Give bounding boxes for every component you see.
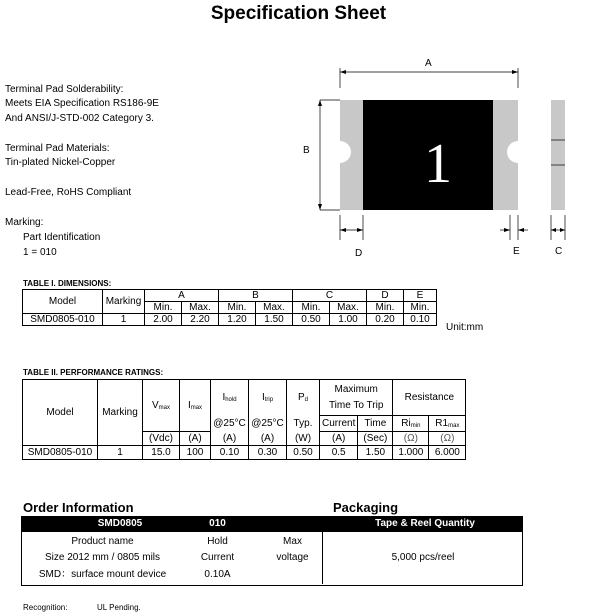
cell-itrip: 0.30 — [249, 446, 287, 460]
marking-title: Marking: — [5, 217, 44, 228]
header-model: Model — [23, 380, 98, 446]
order-r1c3: Max — [283, 536, 302, 547]
order-head-pack: Tape & Reel Quantity — [375, 518, 475, 529]
solderability-title: Terminal Pad Solderability: — [5, 84, 124, 95]
table2-title: TABLE II. PERFORMANCE RATINGS: — [23, 368, 164, 377]
cell-d-min: 0.20 — [367, 314, 404, 326]
unit-a: (A) — [320, 432, 358, 446]
cell-vmax: 15.0 — [143, 446, 180, 460]
cell-current: 0.5 — [320, 446, 358, 460]
header-marking: Marking — [103, 290, 145, 314]
cell-c-max: 1.00 — [330, 314, 367, 326]
recognition-label: Recognition: — [23, 603, 68, 612]
header-ihold: $I_{hold}$ — [211, 380, 249, 416]
table-row — [23, 446, 466, 460]
performance-table — [22, 379, 466, 460]
order-head-code: SMD0805 — [97, 518, 143, 529]
header-resistance: Resistance — [393, 380, 466, 416]
side-view — [551, 100, 565, 210]
table1-title: TABLE I. DIMENSIONS: — [23, 279, 112, 288]
header-min: Min. — [145, 302, 182, 314]
cell-pd: 0.50 — [287, 446, 320, 460]
cell-model: SMD0805-010 — [23, 314, 103, 326]
unit-ohm: (Ω) — [429, 432, 466, 446]
header-b: B — [219, 290, 293, 302]
cell-r1max: 6.000 — [429, 446, 466, 460]
unit-a: (A) — [180, 432, 211, 446]
page-title: Specification Sheet — [210, 3, 387, 24]
leadfree-note: Lead-Free, RoHS Compliant — [5, 187, 132, 198]
header-itrip: $I_{trip}$ — [249, 380, 287, 416]
recognition-value: UL Pending. — [97, 603, 141, 612]
label-b: B — [303, 145, 310, 156]
header-time: Time — [358, 416, 393, 432]
marking-line1: Part Identification — [23, 232, 101, 243]
materials-title: Terminal Pad Materials: — [5, 143, 110, 154]
order-r2c2: Current — [200, 552, 235, 563]
unit-w: (W) — [287, 432, 320, 446]
header-at25-1: @25°C — [211, 416, 249, 432]
order-r2c3: voltage — [276, 552, 309, 563]
header-min: Min. — [219, 302, 256, 314]
cell-b-max: 1.50 — [256, 314, 293, 326]
header-r1max: $R1_{max}$ — [429, 416, 466, 432]
label-c: C — [555, 246, 563, 257]
order-r3c1: SMD：surface mount device — [38, 569, 167, 580]
cell-ihold: 0.10 — [211, 446, 249, 460]
label-a: A — [425, 58, 432, 69]
cell-rimin: 1.000 — [393, 446, 429, 460]
header-typ: Typ. — [287, 416, 320, 432]
cell-model: SMD0805-010 — [23, 446, 98, 460]
materials-value: Tin-plated Nickel-Copper — [5, 157, 116, 168]
packaging-title: Packaging — [333, 500, 399, 515]
solderability-line1: Meets EIA Specification RS186-9E — [5, 98, 159, 109]
header-max: Max. — [330, 302, 367, 314]
cell-marking: 1 — [98, 446, 143, 460]
header-marking: Marking — [98, 380, 143, 446]
table-row — [23, 314, 437, 326]
header-imax: $I_{max}$ — [180, 380, 211, 432]
cell-c-min: 0.50 — [293, 314, 330, 326]
dimensions-table — [22, 289, 437, 326]
header-max: Max. — [182, 302, 219, 314]
header-model: Model — [23, 290, 103, 314]
header-d: D — [367, 290, 404, 302]
cell-time: 1.50 — [358, 446, 393, 460]
solderability-line2: And ANSI/J-STD-002 Category 3. — [5, 113, 154, 124]
header-min: Min. — [293, 302, 330, 314]
header-min: Min. — [367, 302, 404, 314]
header-time-to-trip: Maximum Time To Trip — [320, 380, 393, 416]
cell-marking: 1 — [103, 314, 145, 326]
order-head-num: 010 — [209, 518, 226, 529]
cell-e-min: 0.10 — [404, 314, 437, 326]
header-c: C — [293, 290, 367, 302]
order-r1c2: Hold — [207, 536, 228, 547]
cell-imax: 100 — [180, 446, 211, 460]
unit-a: (A) — [211, 432, 249, 446]
cell-a-max: 2.20 — [182, 314, 219, 326]
unit-vdc: (Vdc) — [143, 432, 180, 446]
order-r1c1: Product name — [71, 536, 134, 547]
header-current: Current — [320, 416, 358, 432]
header-min: Min. — [404, 302, 437, 314]
header-max: Max. — [256, 302, 293, 314]
header-at25-2: @25°C — [249, 416, 287, 432]
pack-qty: 5,000 pcs/reel — [391, 552, 455, 563]
label-d: D — [355, 248, 363, 259]
header-e: E — [404, 290, 437, 302]
order-r2c1: Size 2012 mm / 0805 mils — [44, 552, 161, 563]
marking-char: 1 — [424, 133, 452, 195]
unit-sec: (Sec) — [358, 432, 393, 446]
unit-a: (A) — [249, 432, 287, 446]
order-r3c2: 0.10A — [204, 569, 231, 580]
header-a: A — [145, 290, 219, 302]
unit-label: Unit:mm — [446, 322, 484, 333]
cell-b-min: 1.20 — [219, 314, 256, 326]
header-vmax: $V_{max}$ — [143, 380, 180, 432]
header-rimin: $Ri_{min}$ — [393, 416, 429, 432]
component-drawing — [295, 55, 595, 265]
marking-line2: 1 = 010 — [23, 247, 57, 258]
cell-a-min: 2.00 — [145, 314, 182, 326]
unit-ohm: (Ω) — [393, 432, 429, 446]
order-title: Order Information — [23, 500, 134, 515]
header-pd: $P_d$ — [287, 380, 320, 416]
label-e: E — [513, 246, 520, 257]
